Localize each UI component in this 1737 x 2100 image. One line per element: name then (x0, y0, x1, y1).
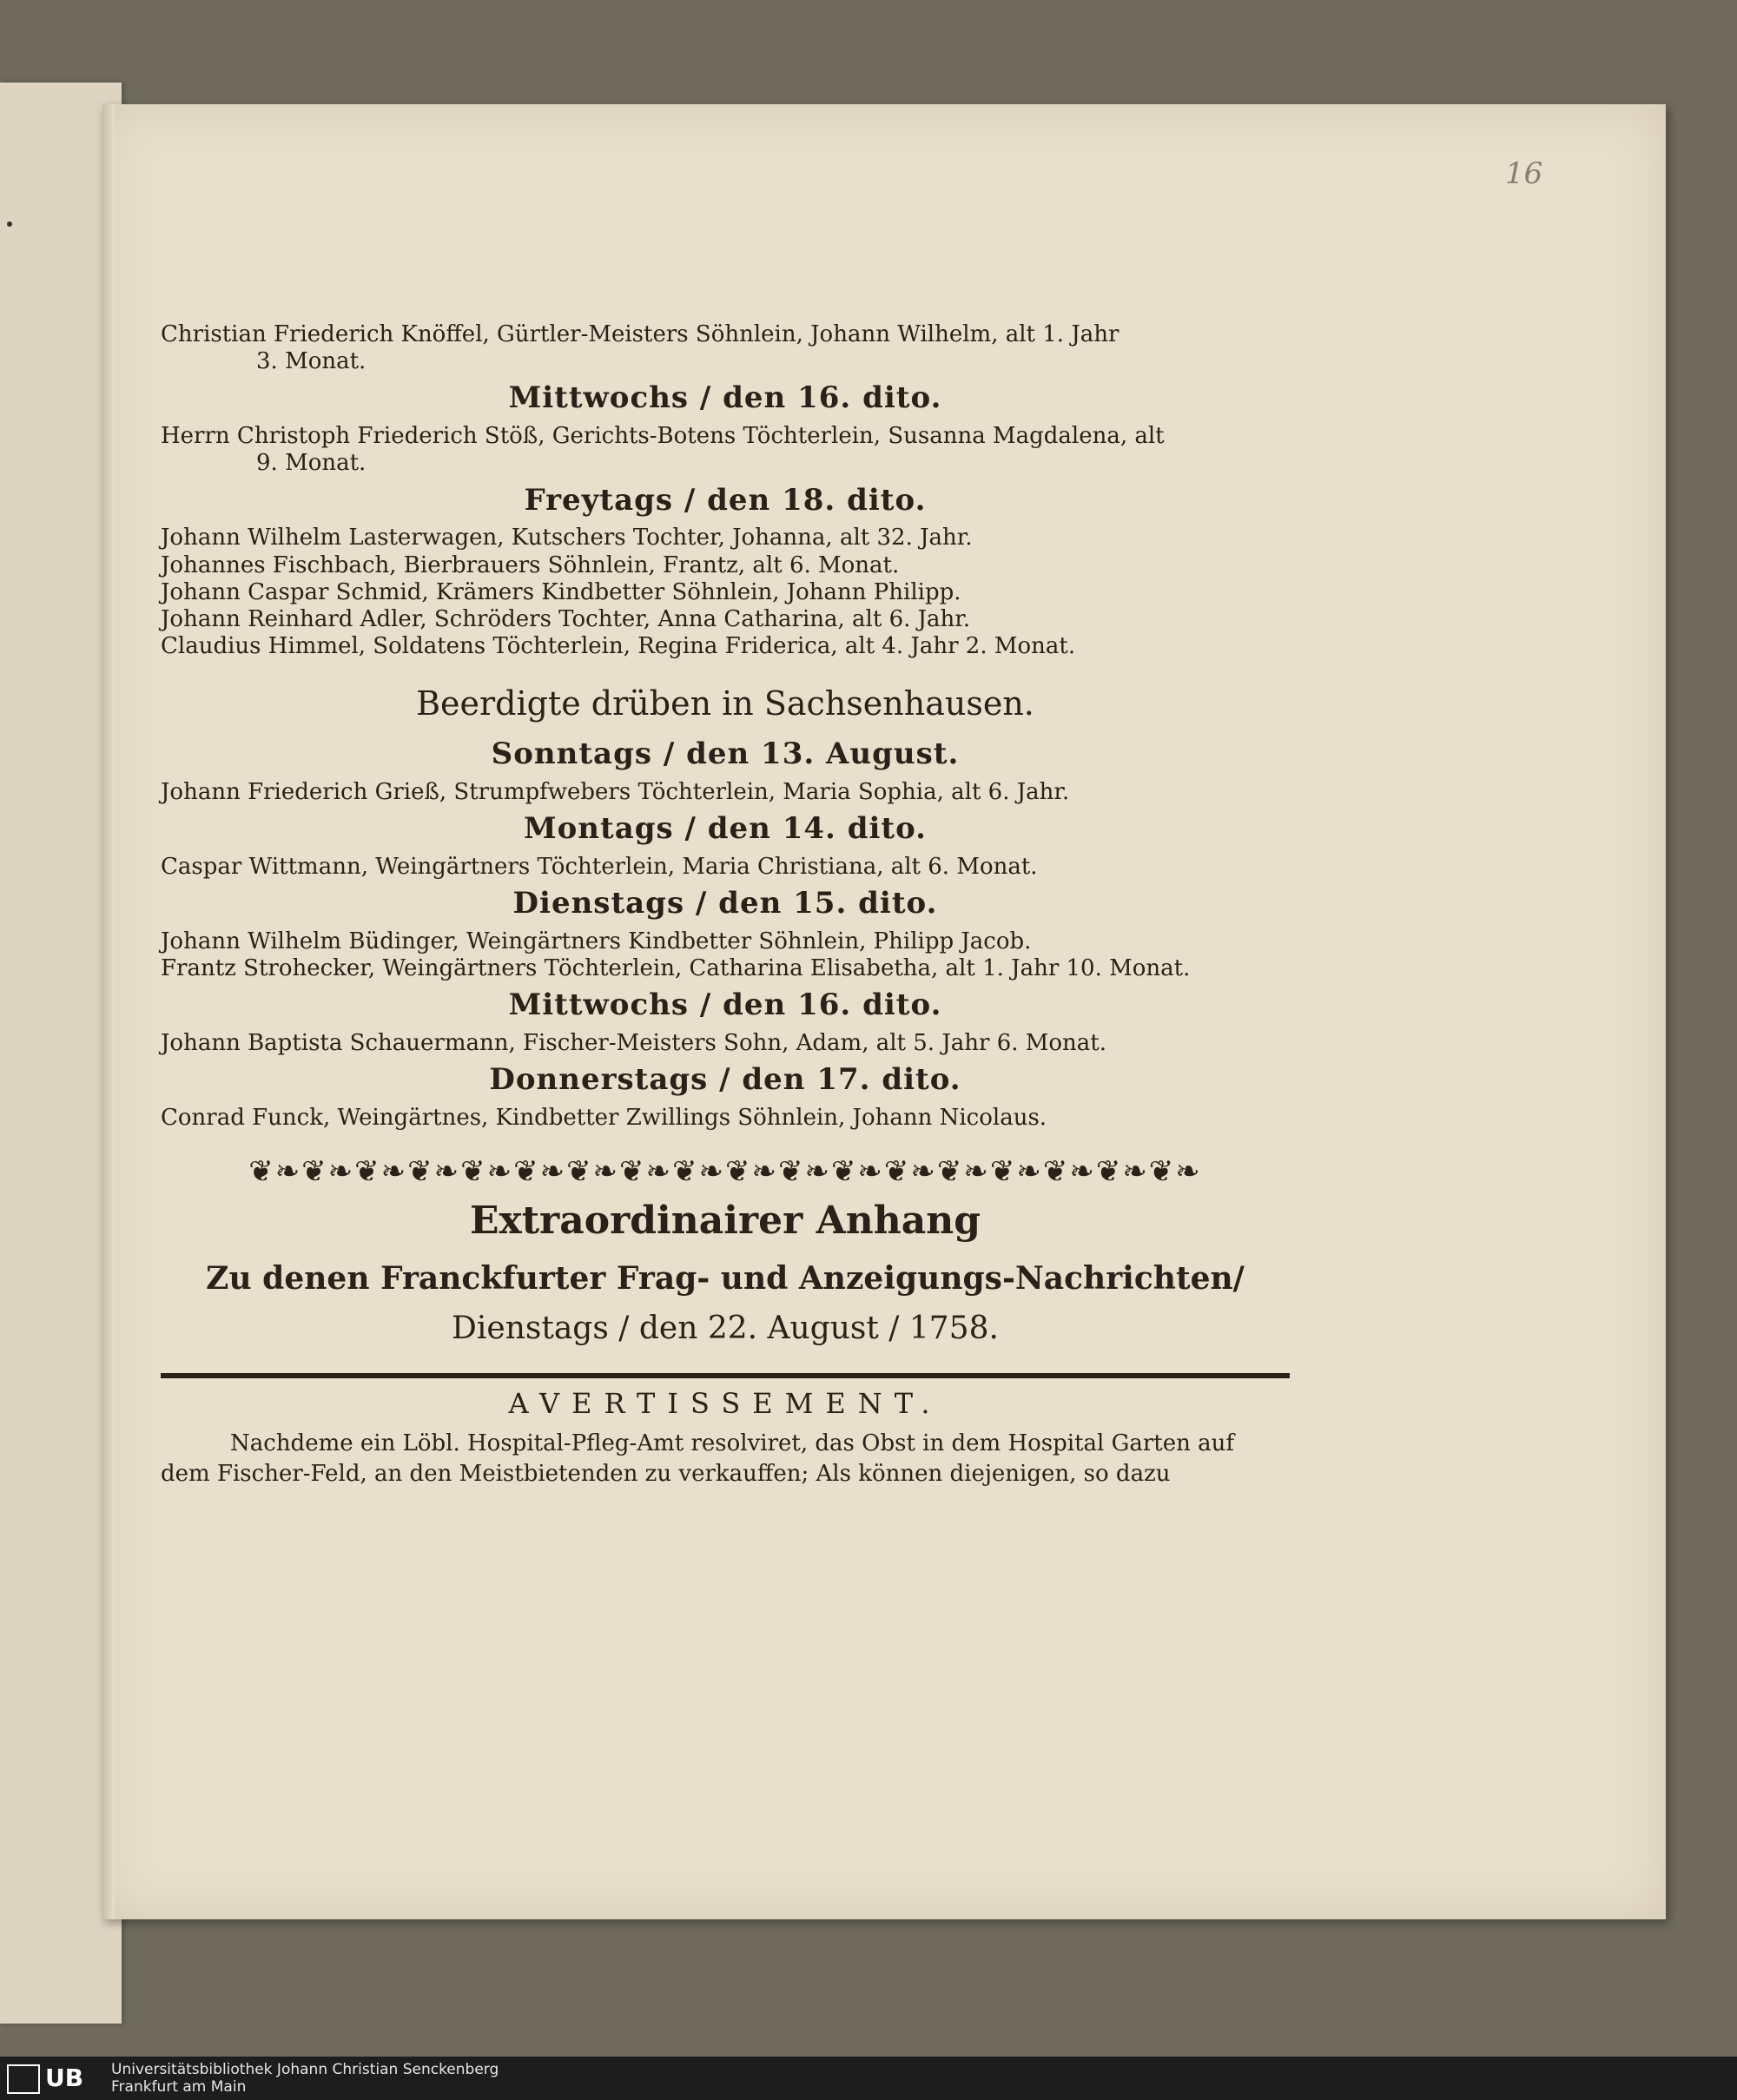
entry-text: Herrn Christoph Friederich Stöß, Gerichts-Botens Töchterlein, Susanna Magdalena, alt (161, 423, 1165, 450)
library-name: Universitätsbibliothek Johann Christian Senckenberg (111, 2061, 499, 2078)
day-heading: Mittwochs / den 16. dito. (508, 380, 942, 416)
burial-entry (161, 321, 1290, 375)
day-heading: Dienstags / den 15. dito. (512, 885, 938, 921)
entry-text: Christian Friederich Knöffel, Gürtler-Meisters Söhnlein, Johann Wilhelm, alt 1. Jahr (161, 321, 1119, 347)
day-heading: Donnerstags / den 17. dito. (489, 1062, 961, 1097)
appendix-date: Dienstags / den 22. August / 1758. (452, 1310, 999, 1346)
ink-dot (7, 221, 12, 227)
burial-entry: Conrad Funck, Weingärtnes, Kindbetter Zwillings Söhnlein, Johann Nicolaus. (161, 1104, 1047, 1131)
burial-entry: Johann Reinhard Adler, Schröders Tochter, Anna Catharina, alt 6. Jahr. (161, 605, 971, 632)
appendix-title: Extraordinairer Anhang (469, 1198, 981, 1243)
appendix-subtitle: Zu denen Franckfurter Frag- und Anzeigungs-Nachrichten/ (206, 1259, 1245, 1297)
burial-entry: Frantz Strohecker, Weingärtners Töchterlein, Catharina Elisabetha, alt 1. Jahr 10. Monat. (161, 954, 1191, 981)
library-location: Frankfurt am Main (111, 2078, 247, 2096)
avertissement-heading: AVERTISSEMENT. (508, 1386, 942, 1420)
notice-body: Nachdeme ein Löbl. Hospital-Pfleg-Amt resolviret, das Obst in dem Hospital Garten auf dem Fischer-Feld, an den Meistbietenden zu verkauffen; Als können diejenigen, so dazu (161, 1430, 1235, 1488)
library-logo-icon (7, 2064, 40, 2094)
burial-entry: Johann Baptista Schauermann, Fischer-Meisters Sohn, Adam, alt 5. Jahr 6. Monat. (161, 1029, 1107, 1056)
burial-entry: Johann Caspar Schmid, Krämers Kindbetter Söhnlein, Johann Philipp. (161, 578, 961, 605)
entry-continuation: 9. Monat. (256, 450, 367, 477)
burial-entry: Caspar Wittmann, Weingärtners Töchterlein, Maria Christiana, alt 6. Monat. (161, 853, 1038, 880)
burial-entry: Johann Wilhelm Büdinger, Weingärtners Kindbetter Söhnlein, Philipp Jacob. (161, 928, 1032, 954)
burial-entry: Johann Friederich Grieß, Strumpfwebers Töchterlein, Maria Sophia, alt 6. Jahr. (161, 778, 1070, 805)
footer-text (111, 2061, 499, 2096)
logo-text: UB (45, 2064, 84, 2092)
day-heading: Mittwochs / den 16. dito. (508, 987, 942, 1023)
burial-entry: Claudius Himmel, Soldatens Töchterlein, Regina Friderica, alt 4. Jahr 2. Monat. (161, 633, 1076, 660)
page-number: 16 (1505, 156, 1543, 191)
horizontal-rule (161, 1373, 1290, 1378)
ornament-divider: ❦❧❦❧❦❧❦❧❦❧❦❧❦❧❦❧❦❧❦❧❦❧❦❧❦❧❦❧❦❧❦❧❦❧❦❧ (248, 1153, 1202, 1189)
day-heading: Montags / den 14. dito. (523, 810, 928, 846)
entry-continuation: 3. Monat. (256, 348, 367, 375)
burial-entry: Johannes Fischbach, Bierbrauers Söhnlein, Frantz, alt 6. Monat. (161, 551, 900, 578)
day-heading: Freytags / den 18. dito. (524, 482, 927, 518)
page-content (161, 321, 1290, 1490)
burial-entry: Johann Wilhelm Lasterwagen, Kutschers Tochter, Johanna, alt 32. Jahr. (161, 525, 973, 551)
page-fold (102, 104, 115, 1919)
section-title: Beerdigte drüben in Sachsenhausen. (416, 684, 1034, 723)
burial-entry (161, 423, 1290, 477)
library-footer (0, 2057, 1737, 2100)
day-heading: Sonntags / den 13. August. (491, 736, 960, 771)
library-logo[interactable] (7, 2064, 104, 2093)
